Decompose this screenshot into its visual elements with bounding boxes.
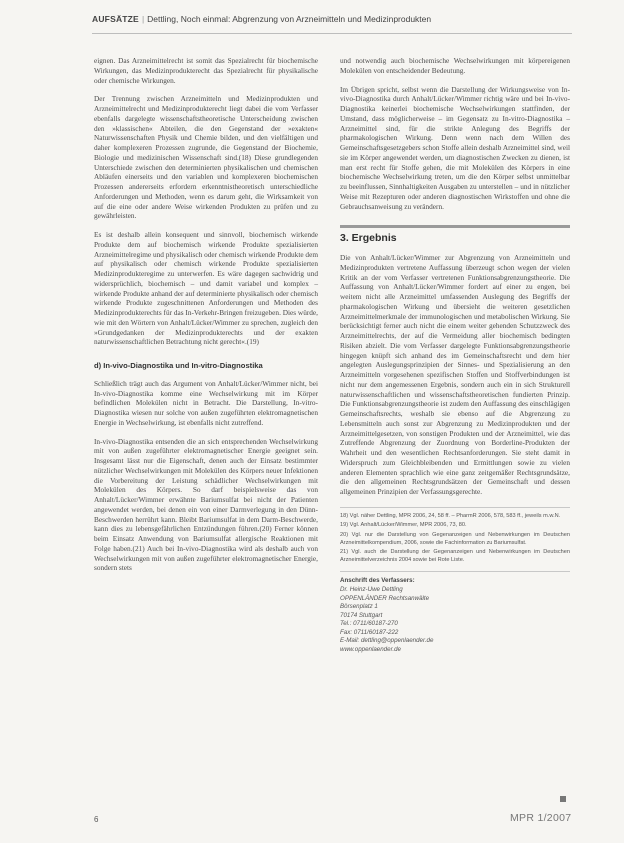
paragraph: eignen. Das Arzneimittelrecht ist somit das Spezialrecht für biochemische Wirkungen, das Medizinprodukterecht das Spezialrecht für physikalische oder chemische Wirkungen. <box>94 56 318 85</box>
author-line: OPPENLÄNDER Rechtsanwälte <box>340 594 430 602</box>
author-email-link[interactable]: E-Mail: dettling@oppenlaender.de <box>340 637 434 645</box>
paragraph: Die von Anhalt/Lücker/Wimmer zur Abgrenzung von Arzneimitteln und Medizinprodukten vertretene Auffassung überzeugt schon wegen der vielen Kritik an der vom Verfasser vertretenen Funktionsabgrenzungstheorie. Die Auffassung von Anhalt/Lücker/Wimmer fordert auf einer zu engen, bei weitem nicht alle Arzneimittel umfassenden Auslegung des Begriffs der pharmakologischen Wirkung und übersieht die weiteren gesetzlichen Arzneimittelmerkmale der immunologischen und metabolischen Wirkung. Sie berücksichtigt ferner auch nicht die einem weiter gehenden Schutzzweck des Arzneimittelrechts, der auf die Vermeidung aller biochemisch bedingten Risiken abzielt. Die vom Verfasser dargelegte Funktionsabgrenzungstheorie hingegen knüpft sich anhand des im Gemeinschaftsrecht und dem hier angelegten Auslegungsprinzipien der Sinnes- und Spezialisierung an den Arzneimitteln vorgesehenen spezifischen Stoffen und Stoffverbindungen ist nicht nur dem angemessenen Ergebnis, sondern auch ein in sich Strukturell naturwissenschaftlichen und wissenschaftstheoretischen fundierten Prinzip. Die Funktionsabgrenzungstheorie ist zudem den Auffassung des einschlägigen Gemeinschaftsrechts, weshalb sie ebenso auf die Abgrenzung zu Lebensmitteln auch sonst zur Abgrenzung zu Medizinprodukten und der Arzneimittelgesetzen, von sonstigen Produkten und der Arzneimittel, wie das Zutreffende Abgrenzung der Zuordnung von Borderline-Produkten der Wahrheit und den wesentlichen Rechtsanforderungen. Sie steht damit in Widerspruch zum Gleichbleibenden und Ermittlungen sowie zu vielen anderen Elementen sprachlich wie eine ganz zeitgemäßer Rechtsgrundsätze, die den allgemeinen Rechtsgrundsätzen der Gemeinschaft und dessen allgemeinen Prinzipien der Verfassungsgerechte. <box>340 253 570 496</box>
end-mark-icon <box>560 796 566 802</box>
paragraph: Schließlich trägt auch das Argument von Anhalt/Lücker/Wimmer nicht, bei In-vivo-Diagnostika komme eine Wechselwirkung mit im Körper befindlichen Molekülen nicht in Betracht. Die Darstellung, In-vitro-Diagnostika wiesen nur solche von außen zugeführten elektromagnetischen Energie in Wechselwirkung, ist ebenfalls nicht zutreffend. <box>94 378 318 427</box>
author-website-link[interactable]: www.oppenlaender.de <box>340 646 402 654</box>
footnotes <box>340 507 570 565</box>
journal-issue: MPR 1/2007 <box>510 812 572 824</box>
author-label: Anschrift des Verfassers: <box>340 577 415 585</box>
paragraph: und notwendig auch biochemische Wechselwirkungen mit körpereigenen Molekülen von entscheidender Bedeutung. <box>340 56 570 75</box>
footnote: 21) Vgl. auch die Darstellung der Gegenanzeigen und Nebenwirkungen im Deutschen Arzneimittelverzeichnis 2004 sowie bei Rote Liste. <box>340 549 570 563</box>
author-line: Dr. Heinz-Uwe Dettling <box>340 585 403 593</box>
left-column <box>94 56 318 582</box>
paragraph: In-vivo-Diagnostika entsenden die an sich entsprechenden Wechselwirkung mit von außen zugeführter elektromagnetischer Energie geeignet sein. Insgesamt lässt nur die Eigenschaft, denen auch der Einsatz bestimmter nützlicher Wechselwirkungen mit Molekülen des Körpers neuer Infektionen die Vorbereitung der Leistung schädlicher Wechselwirkungen mit Molekülen des Körpers. So darf beispielsweise das von Anhalt/Lücker/Wimmer erwähnte Bariumsulfat bei nicht der Patienten angewendet werden, bei denen ein von einer Darmverlegung in den Dünn-Beschwerden herrührt kann. Bleibt Bariumsulfat in dem Darm-Beschwerde, kann dies zu lebensgefährlichen Entzündungen führen.(20) Ferner können beim Einsatz Anwendung von Bariumsulfat allergische Reaktionen mit Folge haben.(21) Auch bei In-vivo-Diagnostika wird als deshalb auch von Wechselwirkungen mit von außen zugeführter elektromagnetischer Energie, sondern stets <box>94 436 318 573</box>
subheading-diagnostika: d) In-vivo-Diagnostika und In-vitro-Diagnostika <box>94 361 263 370</box>
paragraph: Es ist deshalb allein konsequent und sinnvoll, biochemisch wirkende Produkte dem auf biochemisch wirkende Produkte spezialisierten Arzneimittelregime und physikalisch oder chemisch wirkende Produkte dem auf physikalisch oder chemisch wirkende Produkte spezialisierten Medizinprodukteregime zu unterwerfen. Es wäre dagegen sachwidrig und widersprüchlich, biochemisch – und damit variabel und komplex – wirkende Produkte anhand der auf determinierte physikalisch oder chemisch wirkende Produkte zugeschnittenen Anforderungen und Methoden des Medizinprodukterechts für das In-Verkehr-Bringen freizugeben. Dies würde, wie mit den Wörtern von Anhalt/Lücker/Wimmer zu sprechen, zugleich den »Grundgedanken der Medizinprodukterechts und der exakten naturwissenschaftlichen Betrachtung nicht gerecht«.(19) <box>94 230 318 347</box>
running-header <box>92 14 572 24</box>
section-bar <box>340 225 570 228</box>
header-title: Dettling, Noch einmal: Abgrenzung von Arzneimitteln und Medizinprodukten <box>147 14 432 24</box>
header-section: AUFSÄTZE <box>92 14 139 24</box>
right-column <box>340 56 570 655</box>
author-line: 70174 Stuttgart <box>340 611 383 619</box>
paragraph: Im Übrigen spricht, selbst wenn die Darstellung der Wirkungsweise von In-vivo-Diagnostika durch Anhalt/Lücker/Wimmer richtig wäre und bei In-vivo-Diagnostika keinerlei biochemische Wechselwirkungen stattfinden, der Umstand, dass möglicherweise – im Gegensatz zu In-vitro-Diagnostika – Arzneimittel sind, für die strikte Anlegung des Begriffs der pharmakologischen Wirkung. Denn wenn nach dem Willen des Gemeinschaftsgesetzgebers schon Stoffe allein deshalb Arzneimittel sind, weil sie im Körper angewendet werden, um diagnostischen Zwecken zu dienen, ist man erst recht für Stoffe gehen, die mit Molekülen des Körpers in eine biochemische Wechselwirkung treten, um die den Körper selbst unmittelbar zu beeinflussen, Sinnhaltigkeiten Ausgaben zu unterstellen – und in nützlicher Weise mit Rezepturen oder anderen diagnostischen Wirkstoffen und ohne die Gebrauchsanweisung zu verändern. <box>340 84 570 211</box>
author-line: Börsenplatz 1 <box>340 603 378 611</box>
section-heading-ergebnis: 3. Ergebnis <box>340 232 397 245</box>
author-address <box>340 571 570 654</box>
footnote: 19) Vgl. Anhalt/Lücker/Wimmer, MPR 2006, 73, 80. <box>340 522 467 529</box>
header-divider: | <box>141 14 145 24</box>
author-line: Fax: 0711/60187-222 <box>340 628 399 636</box>
footnote: 20) Vgl. nur die Darstellung von Gegenanzeigen und Nebenwirkungen im Deutschen Arzneimittelkompendium, 2006, sowie die Fachinformation zu Bariumsulfat. <box>340 531 570 546</box>
header-rule <box>92 33 572 34</box>
paragraph: Der Trennung zwischen Arzneimitteln und Medizinprodukten und Arzneimittelrecht und Medizinprodukterecht liegt dabei die vom Verfasser ebenfalls dargelegte wissenschaftstheoretische Unterscheidung zwischen den »klassischen« Abteilen, die den Gegenstand der »exakten« Naturwissenschaften Physik und Chemie bilden, und den vielfältigen und daher komplexeren Prozessen zugrunde, die Gegenstand der Biochemie, Biologie und medizinischen Wissenschaft sind.(18) Diese grundlegenden Unterschiede zwischen den determinierten physikalischen und chemischen Abläufen einerseits und den variablen und komplexeren biochemischen Prozessen andererseits erfordern erkenntnistheoretisch unterschiedliche Anforderungen und Methoden, wenn es darum geht, die Wirksamkeit von auf die eine oder andere Weise wirkenden Produkten zu prüfen und zu gewährleisten. <box>94 94 318 221</box>
author-line: Tel.: 0711/60187-270 <box>340 620 398 628</box>
footnote: 18) Vgl. näher Dettling, MPR 2006, 24, 58 ff. – PharmR 2006, 578, 583 ff., jeweils m.w.N. <box>340 512 561 519</box>
page-number: 6 <box>94 815 99 824</box>
